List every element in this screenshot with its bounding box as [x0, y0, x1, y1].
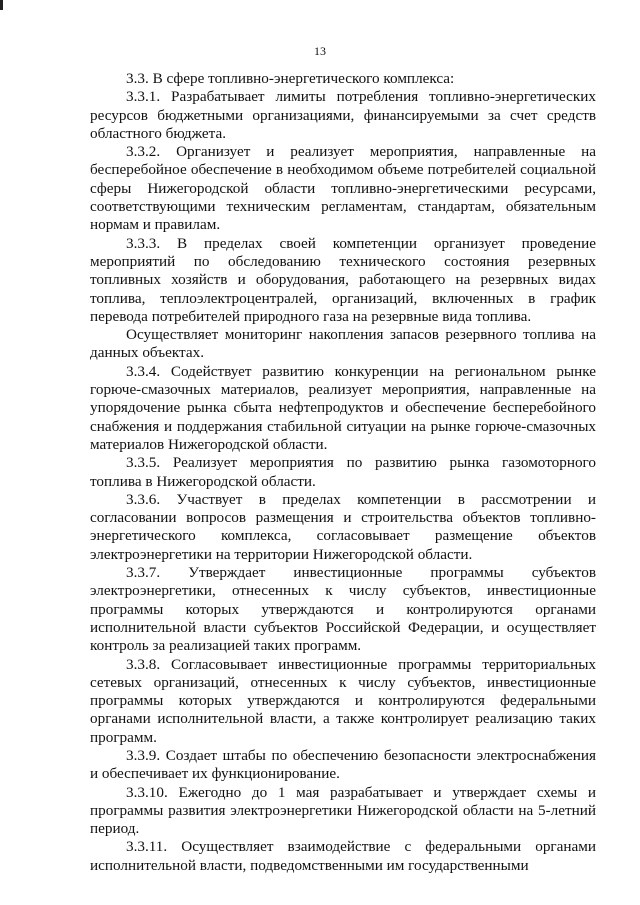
- paragraph-monitoring: Осуществляет мониторинг накопления запасов резервного топлива на данных объектах.: [90, 326, 596, 362]
- paragraph-3-3-11: 3.3.11. Осуществляет взаимодействие с федеральными органами исполнительной власти, подведомственными им государственными: [90, 838, 596, 874]
- paragraph-3-3-4: 3.3.4. Содействует развитию конкуренции на региональном рынке горюче-смазочных материалов, реализует мероприятия, направленные на упорядочение рынка сбыта нефтепродуктов и обеспечение бесперебойного снабжения и поддержания стабильной ситуации на рынке горюче-смазочных материалов Нижегородской области.: [90, 362, 596, 453]
- paragraph-3-3-6: 3.3.6. Участвует в пределах компетенции в рассмотрении и согласовании вопросов размещения и строительства объектов топливно-энергетического комплекса, согласовывает размещение объектов электроэнергетики на территории Нижегородской области.: [90, 490, 596, 563]
- page-number: 13: [314, 44, 326, 58]
- paragraph-3-3-1: 3.3.1. Разрабатывает лимиты потребления топливно-энергетических ресурсов бюджетными организациями, финансируемыми за счет средств областного бюджета.: [90, 88, 596, 142]
- section-heading-3-3: 3.3. В сфере топливно-энергетического комплекса:: [126, 70, 455, 87]
- document-body: [90, 70, 596, 875]
- paragraph-3-3-2: 3.3.2. Организует и реализует мероприятия, направленные на бесперебойное обеспечение в необходимом объеме потребителей социальной сферы Нижегородской области топливно-энергетическими ресурсами, соответствующими техническим регламентам, стандартам, обязательным нормам и правилам.: [90, 143, 596, 234]
- scan-corner-mark: [0, 0, 3, 10]
- paragraph-3-3-3: 3.3.3. В пределах своей компетенции организует проведение мероприятий по обследованию технического состояния резервных топливных хозяйств и оборудования, работающего на резервных видах топлива, теплоэлектроцентралей, организаций, включенных в график перевода потребителей природного газа на резервные вида топлива.: [90, 234, 596, 325]
- paragraph-3-3-8: 3.3.8. Согласовывает инвестиционные программы территориальных сетевых организаций, отнесенных к числу субъектов, инвестиционные программы которых утверждаются и контролируются федеральными органами исполнительной власти, а также контролирует реализацию таких программ.: [90, 655, 596, 746]
- paragraph-3-3-10: 3.3.10. Ежегодно до 1 мая разрабатывает и утверждает схемы и программы развития электроэнергетики Нижегородской области на 5-летний период.: [90, 783, 596, 838]
- paragraph-3-3-5: 3.3.5. Реализует мероприятия по развитию рынка газомоторного топлива в Нижегородской области.: [90, 454, 596, 490]
- paragraph-3-3-7: 3.3.7. Утверждает инвестиционные программы субъектов электроэнергетики, отнесенных к числу субъектов, инвестиционные программы которых утверждаются и контролируются органами исполнительной власти субъектов Российской Федерации, и осуществляет контроль за реализацией таких программ.: [90, 564, 596, 655]
- paragraph-3-3-9: 3.3.9. Создает штабы по обеспечению безопасности электроснабжения и обеспечивает их функционирование.: [90, 746, 596, 783]
